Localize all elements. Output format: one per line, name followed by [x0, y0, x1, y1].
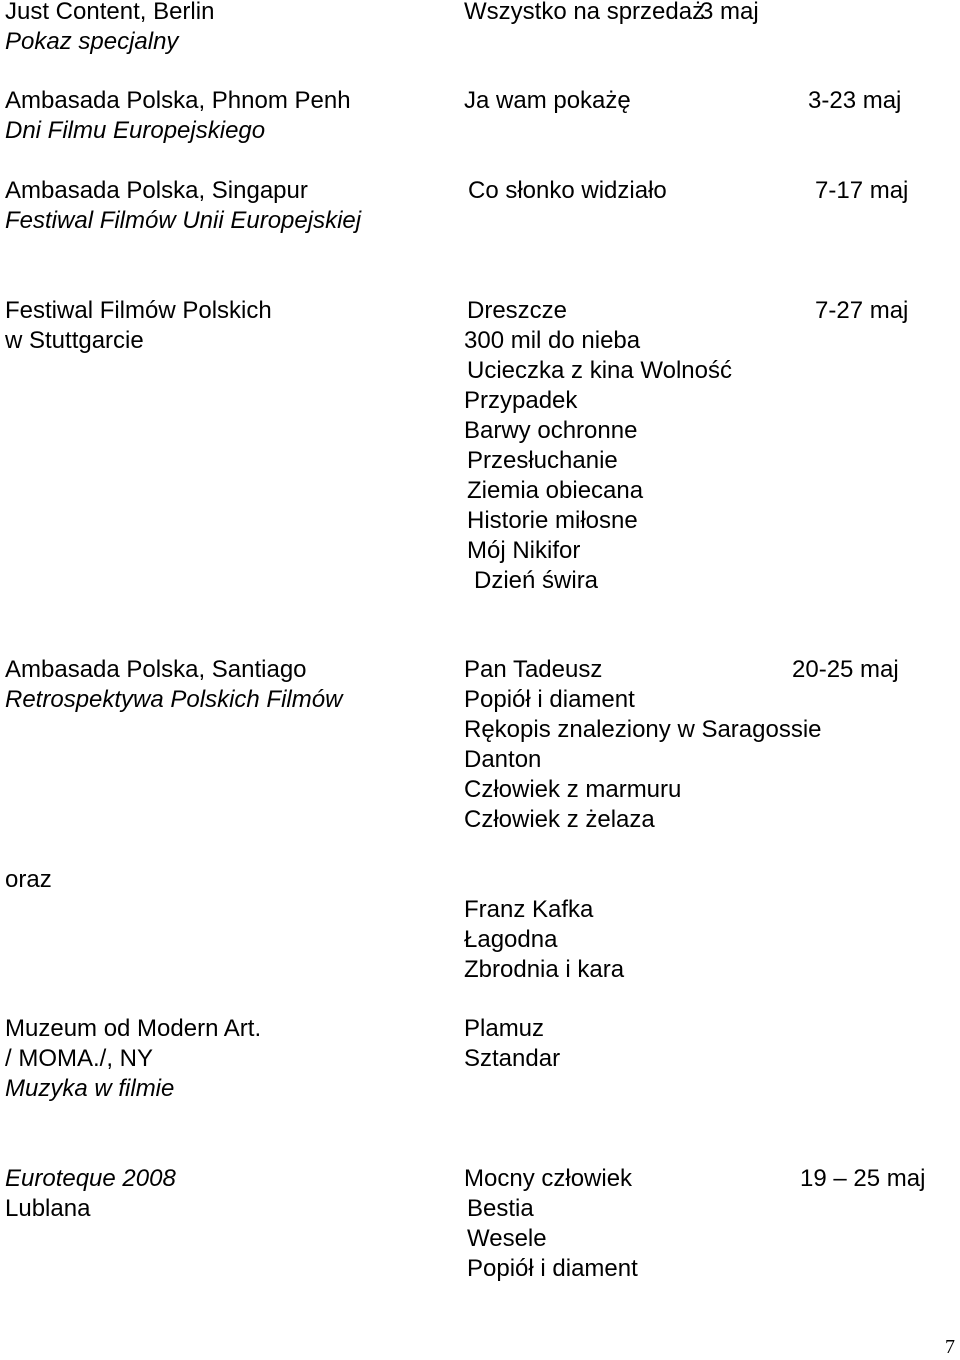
venue-text: w Stuttgarcie	[5, 327, 144, 354]
film-title: Bestia	[467, 1195, 534, 1222]
film-title: Przesłuchanie	[467, 447, 618, 474]
date-range: 19 – 25 maj	[800, 1165, 926, 1192]
film-title: Wszystko na sprzedaż	[464, 0, 705, 25]
date-range: 3-23 maj	[808, 87, 902, 114]
film-title: Barwy ochronne	[464, 417, 638, 444]
venue-text: Festiwal Filmów Polskich	[5, 297, 272, 324]
film-title: Wesele	[467, 1225, 547, 1252]
venue-text: Ambasada Polska, Phnom Penh	[5, 87, 351, 114]
venue-text: Muzeum od Modern Art.	[5, 1015, 262, 1042]
film-title: Mocny człowiek	[464, 1165, 633, 1192]
page-number: 7	[945, 1336, 955, 1358]
film-title: Przypadek	[464, 387, 578, 414]
film-title: Danton	[464, 746, 542, 773]
date-range: 3 maj	[700, 0, 759, 25]
date-range: 20-25 maj	[792, 656, 899, 683]
film-title: Popiół i diament	[467, 1255, 638, 1282]
event-title: Pokaz specjalny	[5, 28, 179, 55]
event-title: Festiwal Filmów Unii Europejskiej	[5, 207, 362, 234]
event-title: Muzyka w filmie	[5, 1075, 175, 1102]
film-title: Franz Kafka	[464, 896, 594, 923]
film-title: Rękopis znaleziony w Saragossie	[464, 716, 822, 743]
event-title: Euroteque 2008	[5, 1165, 176, 1192]
venue-text: Lublana	[5, 1195, 91, 1222]
film-title: Popiół i diament	[464, 686, 635, 713]
date-range: 7-17 maj	[815, 177, 909, 204]
venue-text: Just Content, Berlin	[5, 0, 215, 25]
film-title: Sztandar	[464, 1045, 561, 1072]
film-title: Zbrodnia i kara	[464, 956, 625, 983]
film-title: Historie miłosne	[467, 507, 638, 534]
film-title: Ja wam pokażę	[464, 87, 631, 114]
venue-text: Ambasada Polska, Singapur	[5, 177, 308, 204]
venue-text: / MOMA./, NY	[5, 1045, 154, 1072]
film-title: Łagodna	[464, 926, 558, 953]
film-title: Mój Nikifor	[467, 537, 581, 564]
film-title: Dzień świra	[474, 567, 599, 594]
venue-text: oraz	[5, 866, 52, 893]
date-range: 7-27 maj	[815, 297, 909, 324]
film-title: Co słonko widziało	[468, 177, 667, 204]
film-title: Człowiek z żelaza	[464, 806, 655, 833]
film-title: Pan Tadeusz	[464, 656, 603, 683]
film-title: Ucieczka z kina Wolność	[467, 357, 732, 384]
film-title: Plamuz	[464, 1015, 545, 1042]
event-title: Retrospektywa Polskich Filmów	[5, 686, 343, 713]
film-title: Człowiek z marmuru	[464, 776, 682, 803]
event-title: Dni Filmu Europejskiego	[5, 117, 266, 144]
venue-text: Ambasada Polska, Santiago	[5, 656, 307, 683]
film-title: 300 mil do nieba	[464, 327, 641, 354]
film-title: Dreszcze	[467, 297, 568, 324]
film-title: Ziemia obiecana	[467, 477, 644, 504]
